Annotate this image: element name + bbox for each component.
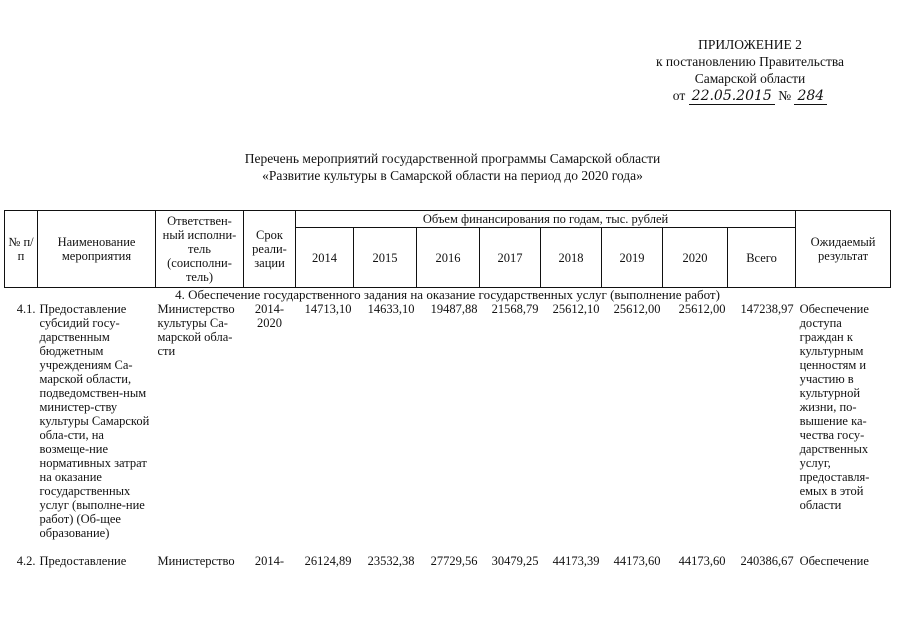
header-year-2018: 2018 (541, 228, 602, 288)
header-name: Наименование мероприятия (38, 211, 156, 288)
row-value-2017: 30479,25 (491, 554, 539, 568)
row-term: 2014- (254, 554, 285, 568)
handwritten-date: 22.05.2015 (689, 88, 775, 105)
header-year-2020: 2020 (663, 228, 728, 288)
header-num: № п/п (5, 211, 38, 288)
row-value-2016: 27729,56 (430, 554, 478, 568)
row-responsible: Министерство (157, 554, 235, 568)
appendix-title: ПРИЛОЖЕНИЕ 2 (698, 37, 802, 52)
row-num: 4.2. (16, 554, 36, 568)
appendix-subtitle-2: Самарской области (694, 71, 806, 86)
header-financing: Объем финансирования по годам, тыс. рублей (296, 211, 796, 228)
row-value-2019: 25612,00 (613, 302, 661, 316)
row-value-total: 147238,97 (740, 302, 794, 316)
appendix-subtitle-1: к постановлению Правительства (655, 54, 845, 69)
section-row (5, 288, 891, 303)
section-title: 4. Обеспечение государственного задания на оказание государственных услуг (выполнение работ) (175, 287, 720, 302)
header-total: Всего (728, 228, 796, 288)
table-row (5, 302, 891, 540)
row-value-2018: 44173,39 (552, 554, 600, 568)
row-responsible: Министерство культуры Са-марской обла-сти (157, 302, 235, 358)
row-value-2019: 44173,60 (613, 554, 661, 568)
appendix-header (600, 36, 900, 105)
row-value-2017: 21568,79 (491, 302, 539, 316)
header-responsible: Ответствен-ный исполни-тель (соисполни-тель) (156, 211, 244, 288)
number-sign: № (778, 88, 792, 103)
row-name: Предоставление субсидий госу-дарственным бюджетным учреждениям Са-марской области, подведомствен-ным министер-ству культуры Самарской обла-сти, на возмеще-ние нормативных затрат на оказание государственных услуг (выполне-ние работ) (Об-щее образование) (39, 302, 150, 540)
header-year-2015: 2015 (354, 228, 417, 288)
row-value-2016: 19487,88 (430, 302, 478, 316)
row-value-total: 240386,67 (740, 554, 794, 568)
row-result: Обеспечение (799, 554, 869, 568)
row-num: 4.1. (16, 302, 36, 316)
title-line-2: «Развитие культуры в Самарской области на период до 2020 года» (262, 168, 643, 183)
date-prefix: от (672, 88, 686, 103)
header-term: Срок реали-зации (244, 211, 296, 288)
header-result: Ожидаемый результат (796, 211, 891, 288)
table-row (5, 554, 891, 568)
row-result: Обеспечение доступа граждан к культурным ценностям и участию в культурной жизни, по-вышение ка-чества госу-дарственных услуг, предоставля-емых в этой области (799, 302, 870, 512)
row-value-2014: 14713,10 (304, 302, 352, 316)
row-value-2020: 25612,00 (678, 302, 726, 316)
title-line-1: Перечень мероприятий государственной программы Самарской области (244, 151, 661, 166)
row-value-2020: 44173,60 (678, 554, 726, 568)
row-value-2015: 14633,10 (367, 302, 415, 316)
row-value-2018: 25612,10 (552, 302, 600, 316)
header-year-2014: 2014 (296, 228, 354, 288)
appendix-date-line (600, 87, 900, 105)
document-title (0, 150, 905, 184)
row-name: Предоставление (39, 554, 127, 568)
row-term: 2014-2020 (254, 302, 285, 330)
header-year-2019: 2019 (602, 228, 663, 288)
handwritten-number: 284 (794, 88, 827, 105)
header-year-2017: 2017 (480, 228, 541, 288)
row-value-2015: 23532,38 (367, 554, 415, 568)
header-year-2016: 2016 (417, 228, 480, 288)
measures-table (4, 210, 891, 568)
row-value-2014: 26124,89 (304, 554, 352, 568)
